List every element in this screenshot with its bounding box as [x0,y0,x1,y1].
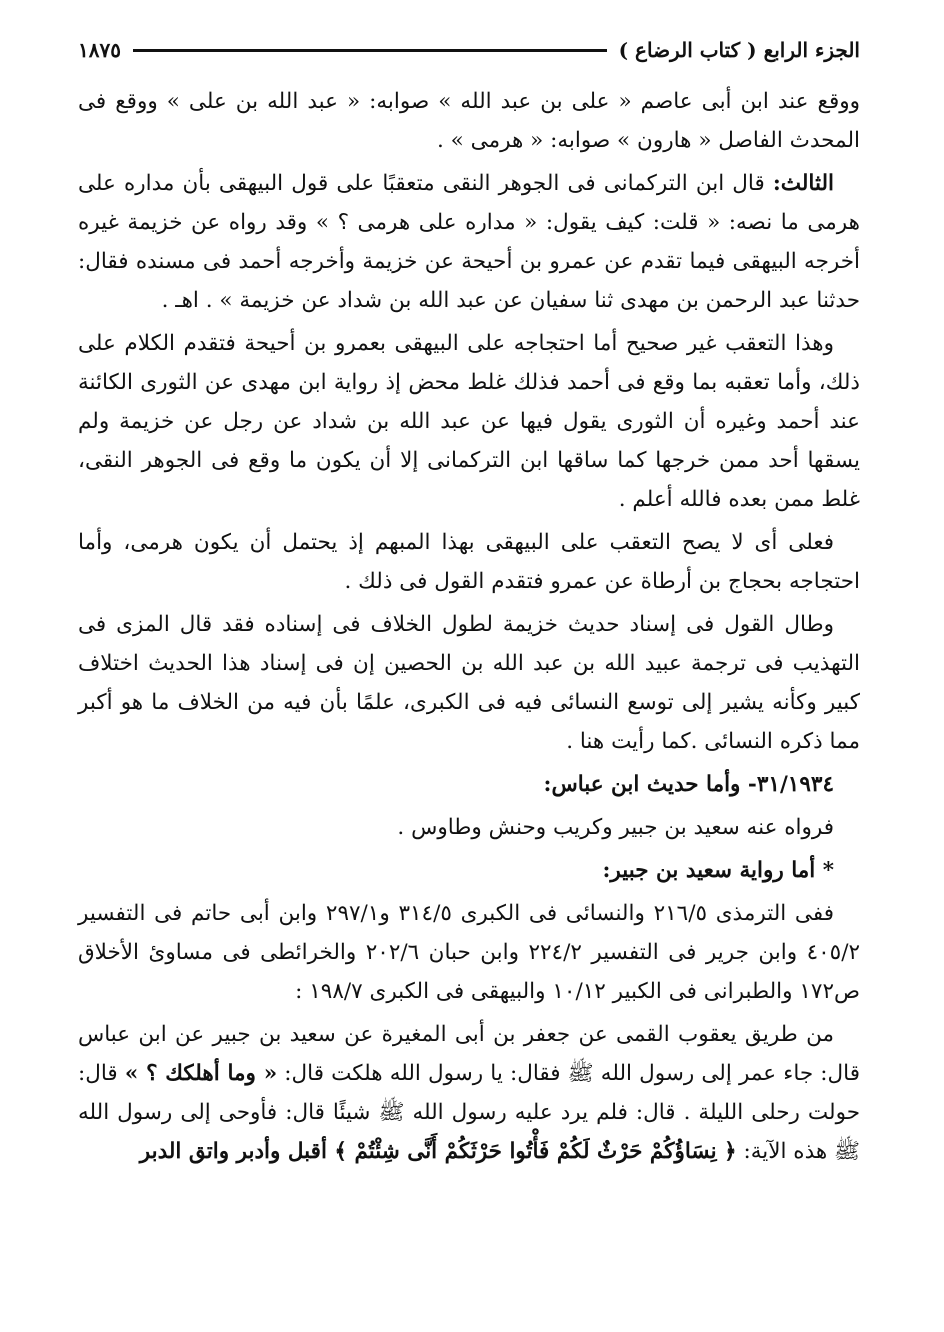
paragraph-third-point [78,164,860,320]
running-title: الجزء الرابع ( كتاب الرضاع ) [618,38,860,62]
asterisk-marker: * [822,858,834,883]
paragraph-sources: ففى الترمذى ٢١٦/٥ والنسائى فى الكبرى ٣١٤/٥ و٢٩٧/١ وابن أبى حاتم فى التفسير ٤٠٥/٢ وابن جرير فى التفسير ٢٢٤/٢ وابن حبان ٢٠٢/٦ والخرائطى فى مساوئ الأخلاق ص١٧٢ والطبرانى فى الكبير ١٠/١٢ والبيهقى فى الكبرى ١٩٨/٧ : [78,901,860,1004]
paragraph-hadith [78,1015,860,1171]
page-header [78,30,860,70]
hadith-heading: ٣١/١٩٣٤- وأما حديث ابن عباس: [543,772,834,797]
prophet-quote: « وما أهلكك ؟ » [124,1061,278,1086]
hadith-text-d: أقبل وأدبر واتق الدبر [139,1139,335,1164]
paragraph-3: وهذا التعقب غير صحيح أما احتجاجه على البيهقى بعمرو بن أحيحة فتقدم الكلام على ذلك، وأما تعقبه بما وقع فى أحمد فذلك غلط محض إذ رواية ابن مهدى عن الثورى الكائنة عند أحمد وغيره أن الثورى يقول فيها عن عبد الله بن شداد عن رجل عن خزيمة ولم يسقها أحد ممن خرجها كما ساقها ابن التركمانى إلا أن يكون ما وقع فى الجوهر النقى، غلط ممن بعده فالله أعلم . [78,331,860,512]
subheading-text: أما رواية سعيد بن جبير: [602,858,823,883]
paragraph-4: فعلى أى لا يصح التعقب على البيهقى بهذا المبهم إذ يحتمل أن يكون هرمى، وأما احتجاجه بحجاج بن أرطاة عن عمرو فتقدم القول فى ذلك . [78,530,860,594]
quran-verse: ﴿ نِسَاؤُكُمْ حَرْثٌ لَكُمْ فَأْتُوا حَرْثَكُمْ أَنَّى شِئْتُمْ ﴾ [334,1139,737,1164]
paragraph-text: قال ابن التركمانى فى الجوهر النقى متعقبًا على قول البيهقى بأن مداره على هرمى ما نصه: « قلت: كيف يقول: « مداره على هرمى ؟ » وقد رواه عن خزيمة غيره أخرجه البيهقى فيما تقدم عن عمرو بن أحيحة عن خزيمة وأخرجه أحمد فى مسنده فقال: حدثنا عبد الرحمن بن مهدى ثنا سفيان عن عبد الله بن شداد عن خزيمة » . اهـ . [78,171,860,313]
paragraph-5: وطال القول فى إسناد حديث خزيمة لطول الخلاف فى إسناده فقد قال المزى فى التهذيب فى ترجمة عبيد الله بن عبد الله بن الحصين إن فى إسناد هذا الحديث اختلاف كبير وكأنه يشير إلى توسع النسائى فيه فى الكبرى، علمًا بأن فيه من الخلاف ما هو أكبر مما ذكره النسائى .كما رأيت هنا . [78,612,860,754]
point-label: الثالث: [772,171,834,196]
header-rule [133,49,607,52]
hadith-text-a: من طريق يعقوب القمى عن جعفر بن أبى المغيرة عن سعيد بن جبير عن ابن عباس قال: جاء عمر إلى رسول الله ﷺ فقال: يا رسول الله هلكت قال: [78,1022,860,1086]
page-number: ١٨٧٥ [78,38,121,62]
page-body [78,82,860,1171]
paragraph-6: فرواه عنه سعيد بن جبير وكريب وحنش وطاوس . [397,815,834,840]
narration-subheading [78,851,860,890]
paragraph-1: ووقع عند ابن أبى عاصم « على بن عبد الله » صوابه: « عبد الله بن على » ووقع فى المحدث الفاصل « هارون » صوابه: « هرمى » . [78,89,860,153]
hadith-text-c: قال: حولت رحلى الليلة . قال: فلم يرد عليه رسول الله ﷺ شيئًا قال: فأوحى إلى رسول الله ﷺ هذه الآية: [78,1061,860,1164]
